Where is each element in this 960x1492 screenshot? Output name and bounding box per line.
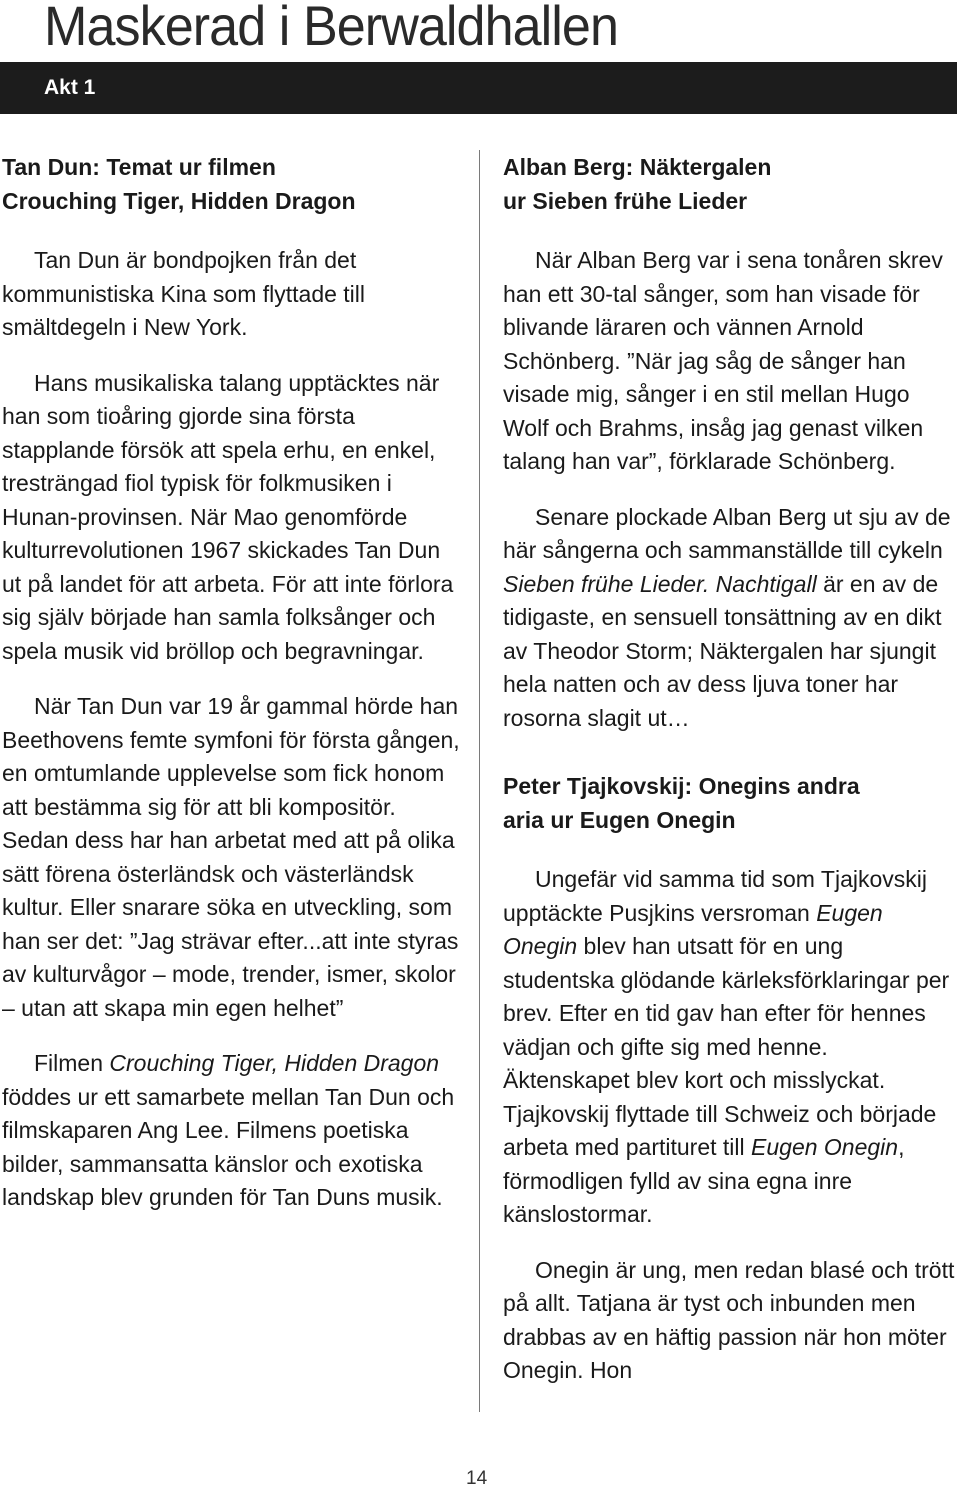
berg-paragraph-2 [503, 501, 955, 736]
tchaikovsky-heading [503, 769, 955, 837]
berg-heading [503, 150, 955, 218]
tchaikovsky-heading-line2: aria ur Eugen Onegin [503, 807, 736, 833]
paragraph-text: föddes ur ett samarbete mellan Tan Dun och filmskaparen Ang Lee. Filmens poetiska bilder, sammansatta känslor och exotiska landskap blev grunden för Tan Duns musik. [2, 1083, 455, 1210]
act-label: Akt 1 [44, 76, 96, 99]
column-divider [479, 150, 480, 1412]
page-number: 14 [466, 1468, 488, 1489]
page-title: Maskerad i Berwaldhallen [44, 0, 619, 57]
left-column [2, 150, 460, 1215]
tchaikovsky-paragraph-2: Onegin är ung, men redan blasé och trött på allt. Tatjana är tyst och inbunden men drabbas av en häftig passion när hon möter Onegin. Hon [503, 1256, 955, 1383]
opera-title: Eugen Onegin [751, 1134, 899, 1160]
paragraph-text: Ungefär vid samma tid som Tjajkovskij upptäckte Pusjkins versroman [503, 866, 927, 926]
tchaikovsky-paragraph-1 [503, 863, 955, 1232]
paragraph-text: Senare plockade Alban Berg ut sju av de här sångerna och sammanställde till cykeln [503, 503, 951, 563]
paragraph-text: Filmen [34, 1050, 110, 1076]
paragraph-text: blev han utsatt för en ung studentska glödande kärleksförklaringar per brev. Efter en tid gav han efter för hennes vädjan och gifte sig med henne. Äktenskapet blev kort och misslyckat. Tjajkovskij flyttade till Schweiz och började arbeta med partituret till [503, 933, 950, 1160]
tchaikovsky-heading-line1: Peter Tjajkovskij: Onegins andra [503, 773, 860, 799]
act-banner [0, 62, 957, 114]
opera-title: Eugen Onegin [503, 899, 883, 959]
tan-dun-paragraph-2: Hans musikaliska talang upptäcktes när han som tioåring gjorde sina första stapplande försök att spela erhu, en enkel, tresträngad fiol typisk för folkmusiken i Hunan-provinsen. När Mao genomförde kulturrevolutionen 1967 skickades Tan Dun ut på landet för att arbeta. För att inte förlora sig själv började han samla folksånger och spela musik vid bröllop och begravningar. [2, 369, 454, 664]
right-column [503, 150, 955, 1388]
tan-dun-heading [2, 150, 460, 218]
tan-dun-paragraph-3: När Tan Dun var 19 år gammal hörde han Beethovens femte symfoni för första gången, en omtumlande upplevelse som fick honom att bestämma sig för att bli kompositör. Sedan dess har han arbetat med att på olika sätt förena österländsk och västerländsk kultur. Eller snarare söka en utveckling, som han ser det: ”Jag strävar efter...att inte styras av kulturvågor – mode, trender, ismer, skolor – utan att skapa min egen helhet” [2, 693, 460, 1021]
film-title: Crouching Tiger, Hidden Dragon [109, 1050, 440, 1076]
tan-dun-heading-line2: Crouching Tiger, Hidden Dragon [2, 188, 356, 214]
paragraph-text: är en av de tidigaste, en sensuell tonsättning av en dikt av Theodor Storm; Näktergalen har sjungit hela natten och av dess ljuva toner har rosorna slagit ut… [503, 570, 942, 731]
paragraph-text: , förmodligen fylld av sina egna inre känslostormar. [503, 1134, 905, 1227]
song-cycle-title: Sieben frühe Lieder. Nachtigall [503, 570, 817, 597]
tan-dun-heading-line1: Tan Dun: Temat ur filmen [2, 154, 276, 180]
berg-heading-line2: ur Sieben frühe Lieder [503, 188, 748, 214]
tan-dun-paragraph-4 [2, 1047, 460, 1215]
tan-dun-paragraph-1: Tan Dun är bondpojken från det kommunistiska Kina som flyttade till smältdegeln i New York. [2, 247, 366, 340]
berg-paragraph-1: När Alban Berg var i sena tonåren skrev han ett 30-tal sånger, som han visade för blivande läraren och vännen Arnold Schönberg. ”När jag såg de sånger han visade mig, sånger i en stil mellan Hugo Wolf och Brahms, insåg jag genast vilken talang han var”, förklarade Schönberg. [503, 247, 943, 474]
berg-heading-line1: Alban Berg: Näktergalen [503, 154, 772, 180]
